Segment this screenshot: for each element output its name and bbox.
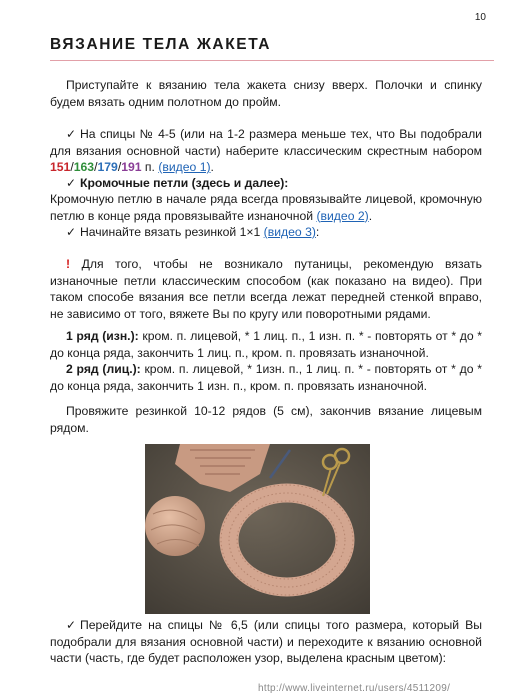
stitch-count-2: 163 xyxy=(73,160,95,174)
warning-text: Для того, чтобы не возникало путаницы, рекомендую вязать изнаночные петли классическим способом (как показано на видео). При таком способе вязания все петли всегда лежат передней стенкой вправо, не зависимо от того, вяжете Вы по кругу или поворотными рядами. xyxy=(50,257,482,321)
yarn-ball xyxy=(145,496,205,556)
edge-heading-text: Кромочные петли (здесь и далее): xyxy=(80,176,289,190)
cast-on-text: На спицы № 4-5 (или на 1-2 размера меньше тех, что Вы подобрали для вязания основной части) наберите классическим скрестным набором xyxy=(50,127,482,158)
edge-stitches-heading xyxy=(50,175,482,192)
video-2-link[interactable]: (видео 2) xyxy=(316,208,369,223)
slash: / xyxy=(94,160,98,174)
warning-icon: ! xyxy=(66,257,71,271)
step-main-part xyxy=(50,617,482,667)
stitch-count-1: 151 xyxy=(50,160,71,174)
page-number: 10 xyxy=(474,12,486,23)
check-icon: ✓ xyxy=(66,127,77,141)
row-1-label: 1 ряд (изн.): xyxy=(66,329,139,343)
row-1-text: кром. п. лицевой, * 1 лиц. п., 1 изн. п. * - повторять от * до * до конца ряда, закончить 1 лиц. п., кром. п. провязать изнаночной. xyxy=(50,329,483,360)
edge-end: . xyxy=(368,208,373,223)
row-1-instructions xyxy=(50,328,482,361)
warning-paragraph xyxy=(50,256,482,322)
row-2-text: кром. п. лицевой, * 1изн. п., 1 лиц. п. * - повторять от * до * до конца ряда, закончить 1 изн. п., кром. п. провязать изнаночной. xyxy=(50,362,482,393)
slash: / xyxy=(117,160,122,174)
watermark-url: http://www.liveinternet.ru/users/4511209/ xyxy=(258,683,451,694)
rib-start xyxy=(50,224,482,241)
cast-on-unit: п. xyxy=(141,160,159,174)
knitting-photo xyxy=(145,444,370,614)
stitch-count-3: 179 xyxy=(97,160,118,174)
video-3-link[interactable]: (видео 3) xyxy=(263,225,316,239)
main-part-text: Перейдите на спицы № 6,5 (или спицы того размера, который Вы подобрали для вязания основной части) и переходите к вязанию основной части (часть, где будет расположен узор, выделена красным цветом): xyxy=(50,618,482,665)
edge-stitches-text xyxy=(50,191,482,224)
slash: / xyxy=(70,160,74,174)
cast-on-end: . xyxy=(210,160,214,174)
intro-paragraph: Приступайте к вязанию тела жакета снизу вверх. Полочки и спинку будем вязать одним полотном до пройм. xyxy=(50,78,482,109)
row-2-instructions xyxy=(50,361,482,394)
step-cast-on xyxy=(50,126,482,176)
title-divider xyxy=(50,60,494,61)
check-icon: ✓ xyxy=(66,225,77,239)
stitch-count-4: 191 xyxy=(121,160,142,174)
check-icon: ✓ xyxy=(66,176,77,190)
rib-text: Начинайте вязать резинкой 1×1 xyxy=(80,225,264,239)
page-title: ВЯЗАНИЕ ТЕЛА ЖАКЕТА xyxy=(50,36,272,53)
check-icon: ✓ xyxy=(66,618,77,632)
video-1-link[interactable]: (видео 1) xyxy=(158,160,211,174)
rib-result-paragraph: Провяжите резинкой 10-12 рядов (5 см), закончив вязание лицевым рядом. xyxy=(50,404,482,435)
edge-text: Кромочную петлю в начале ряда всегда провязывайте лицевой, кромочную петлю в конце ряда провязывайте изнаночной xyxy=(50,192,482,223)
row-2-label: 2 ряд (лиц.): xyxy=(66,362,141,376)
rib-end: : xyxy=(315,225,320,239)
